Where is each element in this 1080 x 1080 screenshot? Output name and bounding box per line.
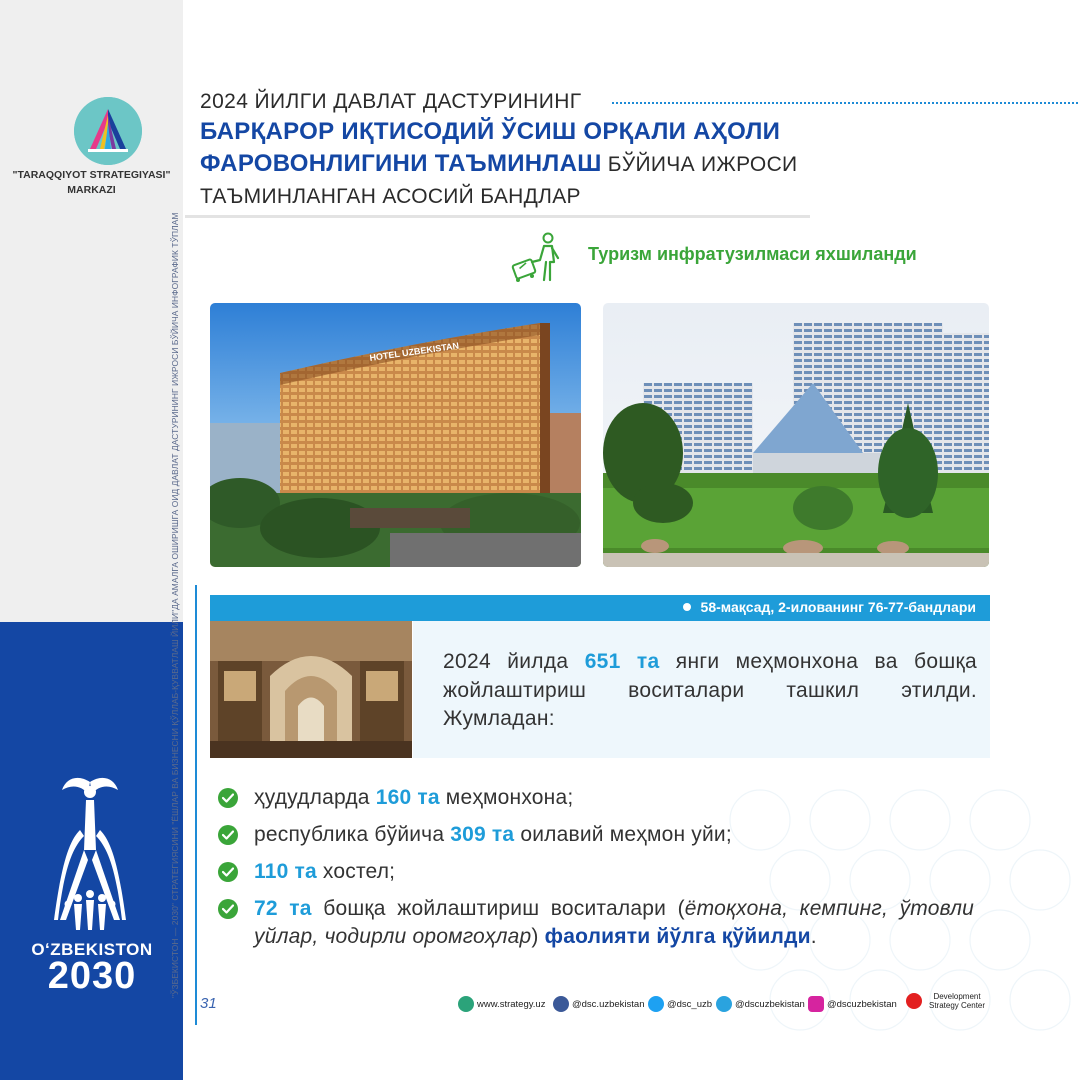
item1-pre: ҳудудларда <box>254 786 376 809</box>
footer-telegram[interactable] <box>716 996 805 1012</box>
check-icon <box>218 862 238 882</box>
header-divider <box>185 215 810 218</box>
header-line1: 2024 ЙИЛГИ ДАВЛАТ ДАСТУРИНИНГ <box>200 90 582 113</box>
header-title-line2 <box>200 148 1080 181</box>
telegram-text: @dscuzbekistan <box>735 998 805 1010</box>
dsc-line2: Strategy Center <box>929 1001 986 1010</box>
header-title-line1: БАРҚАРОР ИҚТИСОДИЙ ЎСИШ ОРҚАЛИ АҲОЛИ <box>200 118 781 145</box>
list-item <box>218 895 974 951</box>
dsc-line1: Development <box>933 992 981 1001</box>
footer-dsc-logo <box>906 992 985 1010</box>
instagram-icon <box>808 996 824 1012</box>
reference-banner <box>210 595 990 621</box>
banner-text <box>683 599 976 615</box>
item2-post: оилавий меҳмон уйи; <box>514 823 732 846</box>
item1-post: меҳмонхона; <box>439 786 574 809</box>
instagram-text: @dscuzbekistan <box>827 998 897 1010</box>
footer-social-bar <box>458 992 1018 1014</box>
item4-bold: фаолияти йўлга қўйилди <box>544 925 811 948</box>
item3-post: хостел; <box>316 860 396 883</box>
year-2030-label: 2030 <box>47 955 137 997</box>
header-title-bold-part: ФАРОВОНЛИГИНИ ТАЪМИНЛАШ <box>200 150 602 177</box>
item2-number: 309 та <box>450 823 515 846</box>
list-item <box>218 821 978 849</box>
item1-number: 160 та <box>375 786 440 809</box>
facebook-text: @dsc.uzbekistan <box>572 998 645 1010</box>
hotel-garden-photo <box>603 303 989 567</box>
achievements-list <box>218 784 978 960</box>
traveler-with-luggage-icon <box>510 232 566 284</box>
sidebar-top <box>0 0 183 622</box>
header-title-line3: ТАЪМИНЛАНГАН АСОСИЙ БАНДЛАР <box>200 185 581 208</box>
twitter-icon <box>648 996 664 1012</box>
item3-number: 110 та <box>254 860 317 883</box>
list-item <box>218 858 978 886</box>
list-item <box>218 784 978 812</box>
website-text: www.strategy.uz <box>477 998 546 1010</box>
footer-website[interactable] <box>458 996 545 1012</box>
uzbekistan-2030-emblem-icon <box>40 770 140 940</box>
check-icon <box>218 788 238 808</box>
bullet-dot-icon <box>683 603 691 611</box>
brand-name-line2: MARKAZI <box>67 184 116 196</box>
dsc-logo-icon <box>906 993 922 1009</box>
item4-end: . <box>810 925 817 948</box>
header-title <box>200 116 1080 213</box>
brand-name-line1: "TARAQQIYOT STRATEGIYASI" <box>12 169 171 181</box>
item4-post1: бошқа жойлаштириш воситалари ( <box>311 897 685 920</box>
footer-facebook[interactable] <box>553 996 644 1012</box>
header-title-plain-part: БЎЙИЧА ИЖРОСИ <box>601 153 798 176</box>
dsc-name <box>929 992 985 1010</box>
telegram-icon <box>716 996 732 1012</box>
hotel-sign-text: HOTEL UZBEKISTAN <box>368 340 460 363</box>
vertical-accent-line <box>195 585 197 1025</box>
page-header <box>200 88 1080 213</box>
facebook-icon <box>553 996 569 1012</box>
category-label: Туризм инфратузилмаси яхшиланди <box>588 244 917 264</box>
footer-twitter[interactable] <box>648 996 712 1012</box>
footer-instagram[interactable] <box>808 996 897 1012</box>
caravanserai-interior-photo <box>210 621 412 758</box>
hotel-uzbekistan-photo <box>210 303 581 567</box>
uzbekistan-label: OʻZBEKISTON <box>31 940 153 959</box>
brand-name <box>10 168 173 198</box>
item4-italic: ётоқхона, кемпинг, ўтовли уйлар, чодирли оромгоҳлар <box>254 897 974 948</box>
taraqqiyot-logo-icon <box>74 97 142 165</box>
banner-reference: 58-мақсад, 2-илованинг 76-77-бандлари <box>700 599 976 615</box>
globe-icon <box>458 996 474 1012</box>
page-number: 31 <box>200 995 217 1012</box>
vertical-caption: "ЎЗБЕКИСТОН — 2030" СТРАТЕГИЯСИНИ "ЁШЛАР ВА БИЗНЕСНИ ҚЎЛЛАБ-ҚУВВАТЛАШ ЙИЛИ"ДА АМАЛГА ОШИРИШГА ОИД ДАВЛАТ ДАСТУРИНИНГ ИЖРОСИ БЎЙИЧА ИНФОГРАФИК ТЎПЛАМ <box>170 212 180 998</box>
check-icon <box>218 825 238 845</box>
check-icon <box>218 899 238 919</box>
item4-post2: ) <box>531 925 545 948</box>
item2-pre: республика бўйича <box>254 823 451 846</box>
info-text-part2: янги меҳмонхона ва бошқа жойлаштириш воситалари ташкил этилди. Жумладан: <box>443 650 977 730</box>
twitter-text: @dsc_uzb <box>667 998 713 1010</box>
item4-number: 72 та <box>254 897 312 920</box>
info-paragraph <box>443 648 977 734</box>
info-number-651: 651 та <box>584 650 660 673</box>
info-text-part1: 2024 йилда <box>443 650 585 673</box>
